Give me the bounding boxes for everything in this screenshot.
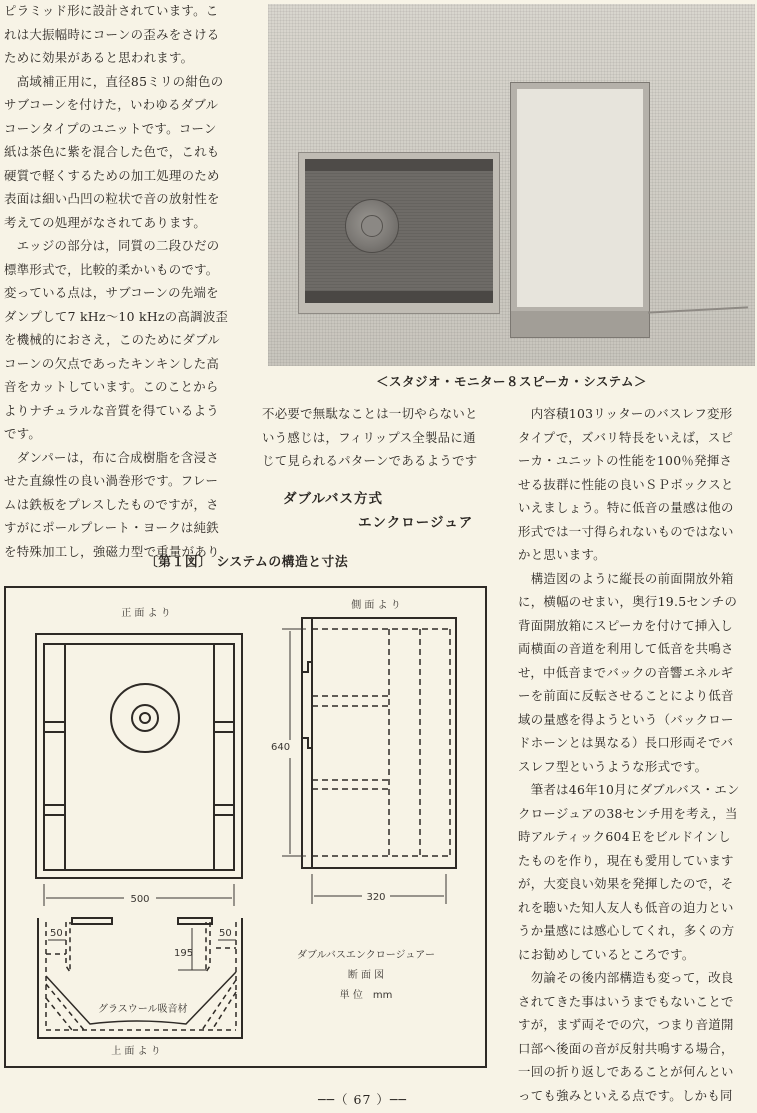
body-line: タイプで，ズバリ特長をいえば，スピ (518, 429, 734, 445)
body-line: いう感じは，フィリップス全製品に通 (262, 429, 476, 445)
body-line: 変っている点は，サブコーンの先端を (4, 285, 219, 300)
body-line: にお勧めしているところです。 (518, 946, 695, 962)
body-line: ドホーンとは異なる）長口形両そでバ (518, 735, 734, 750)
body-line: 両横面の音道を利用して低音を共鳴さ (518, 641, 734, 656)
body-line: れを聴いた知人友人も低音の迫力とい (518, 899, 734, 915)
body-line: 標準形式で，比較的柔かいものです。 (4, 261, 219, 277)
body-line: エッジの部分は，同質の二段ひだの (4, 238, 220, 253)
figure-title: 〔第１図〕 システムの構造と寸法 (145, 555, 349, 570)
body-line: コーンの欠点であったキンキンした高 (4, 355, 220, 371)
body-line: 一回の折り返しであることが何んとい (518, 1064, 734, 1079)
body-line: ピラミッド形に設計されています。こ (4, 3, 219, 18)
front-view-label: 正 面 よ り (121, 608, 171, 619)
body-line: 口部へ後面の音が反射共鳴する場合， (518, 1040, 734, 1056)
body-line: されてきた事はいうまでもないことで (518, 993, 734, 1009)
body-line: 音をカットしています。このことから (4, 379, 219, 394)
dim-height-label: 640 (271, 742, 291, 753)
dim-inner-depth-label: 195 (174, 948, 194, 959)
body-line: ダンプして7 kHz～10 kHzの高調波歪 (4, 308, 229, 324)
speaker-photo (268, 4, 755, 366)
diagram-drawing (6, 588, 489, 1070)
section-heading-line1: ダブルバス方式 (283, 491, 384, 507)
body-line: 不必要で無駄なことは一切やらないと (262, 406, 478, 421)
photo-caption: ＜スタジオ・モニター８スピーカ・システム＞ (375, 374, 647, 389)
body-line: っても強みといえる点です。しかも同 (518, 1087, 733, 1103)
body-line: うか量感には感心してくれ，多くの方 (518, 923, 735, 938)
body-line: ーカ・ユニットの性能を100％発揮さ (518, 453, 733, 468)
speaker-unit-image (298, 152, 500, 314)
body-line: せた直線性の良い渦巻形です。フレー (4, 473, 219, 488)
structure-diagram (4, 586, 487, 1068)
speaker-grille (305, 159, 493, 303)
article-right-column (518, 402, 757, 1107)
body-line: コーンタイプのユニットです。コーン (4, 120, 217, 136)
body-line: せる抜群に性能の良いＳＰボックスと (518, 476, 734, 492)
body-line: スレフ型というような形式です。 (518, 758, 708, 774)
body-line: かと思います。 (518, 547, 606, 562)
body-line: 高域補正用に，直径85ミリの紺色の (4, 73, 224, 89)
body-line: 硬質で軽くするための加工処理のため (4, 167, 220, 183)
dim-side-right-label: 50 (219, 928, 232, 939)
dim-side-left-label: 50 (50, 928, 63, 939)
body-line: クロージュアの38センチ用を考え，当 (518, 805, 738, 821)
body-line: 形式では一寸得られないものではない (518, 523, 734, 539)
body-line: 考えての処理がなされてあります。 (4, 214, 207, 230)
legend-unit: 単 位 mm (339, 990, 393, 1001)
side-view-label: 側 面 よ り (351, 600, 401, 611)
body-line: 時アルティック604Ｅをビルドインし (518, 829, 731, 844)
body-line: を機械的におさえ，このためにダブル (4, 332, 220, 347)
body-line: 構造図のように縦長の前面開放外箱 (518, 570, 734, 586)
page-number: ──（ 67 ）── (318, 1092, 407, 1107)
body-line: ーを前面に反転させることにより低音 (518, 688, 734, 703)
body-line: です。 (4, 426, 42, 441)
section-heading-line2: エンクロージュア (358, 515, 474, 531)
body-line: ために効果があると思われます。 (4, 50, 194, 65)
body-line: よりナチュラルな音質を得ているよう (4, 402, 219, 418)
top-view-label: 上 面 よ り (111, 1046, 161, 1057)
material-label: グラスウール吸音材 (98, 1004, 188, 1015)
body-line: を特殊加工し，強磁力型で重量があり (4, 543, 220, 559)
article-middle-column (262, 402, 512, 473)
body-line: 域の量感を得ようという（バックロー (518, 711, 734, 727)
body-line: 内容積103リッターのバスレフ変形 (518, 406, 733, 421)
legend-subtitle: 断 面 図 (347, 970, 385, 981)
body-line: じて見られるパターンであるようです (262, 453, 478, 468)
body-line: が，大変良い効果を発揮したので，そ (518, 876, 734, 891)
body-line: 筆者は46年10月にダブルバス・エン (518, 782, 740, 797)
legend-title: ダブルバスエンクロージュアー (297, 950, 435, 961)
body-line: すが，まず両そでの穴，つまり音道開 (518, 1017, 734, 1032)
dim-width-label: 500 (130, 894, 150, 905)
body-line: サブコーンを付けた，いわゆるダブル (4, 97, 219, 112)
body-line: たものを作り，現在も愛用しています (518, 852, 734, 868)
body-line: 紙は茶色に紫を混合した色で，これも (4, 144, 220, 159)
body-line: れは大振幅時にコーンの歪みをさける (4, 26, 220, 42)
enclosure-image (510, 82, 650, 338)
body-line: 表面は細い凸凹の粒状で音の放射性を (4, 191, 220, 206)
body-line: いえましょう。特に低音の量感は他の (518, 500, 734, 515)
body-line: 勿論その後内部構造も変って，改良 (518, 970, 734, 985)
body-line: せ，中低音までバックの音響エネルギ (518, 664, 734, 680)
body-line: に，横幅のせまい，奥行19.5センチの (518, 594, 738, 609)
body-line: すがにポールプレート・ヨークは純鉄 (4, 520, 219, 535)
article-left-column (4, 0, 254, 563)
body-line: 背面開放箱にスピーカを付けて挿入し (518, 617, 733, 633)
body-line: ムは鉄板をプレスしたものですが，さ (4, 496, 219, 512)
body-line: ダンパーは，布に合成樹脂を含浸さ (4, 449, 219, 465)
dim-depth-label: 320 (366, 892, 386, 903)
speaker-cone-icon (345, 199, 399, 253)
